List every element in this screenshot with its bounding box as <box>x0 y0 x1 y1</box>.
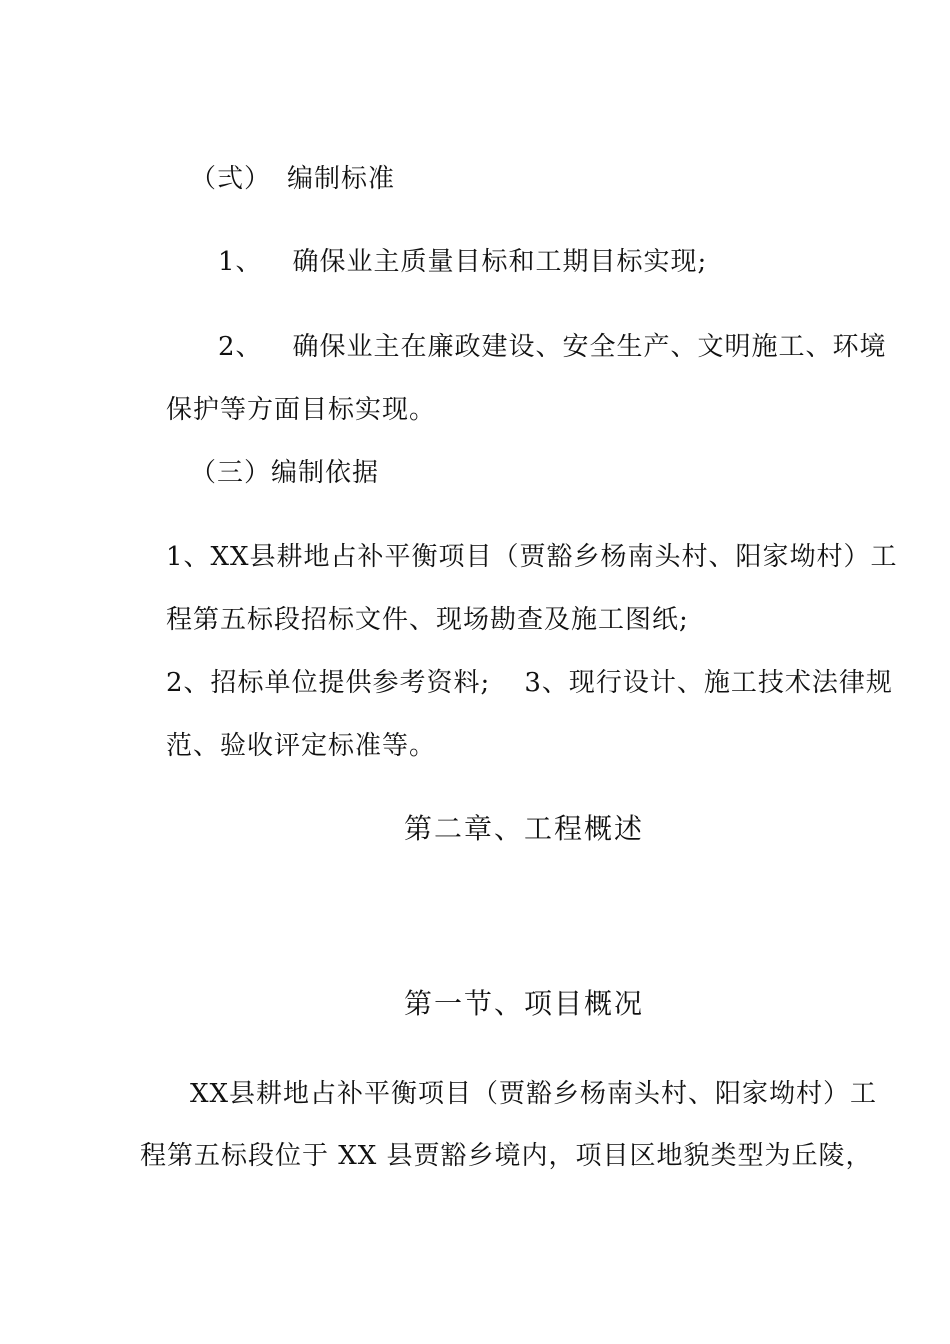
section-2-label: （弍） <box>190 164 272 194</box>
chapter-title: 第二章、工程概述 <box>404 812 645 845</box>
standard-item-2 <box>218 330 887 364</box>
section-2-title: 编制标准 <box>287 164 396 194</box>
basis-item-1-continuation: 程第五标段招标文件、现场勘查及施工图纸; <box>166 605 689 635</box>
overview-line-1: XX县耕地占补平衡项目（贾豁乡杨南头村、阳家坳村）工 <box>190 1079 878 1109</box>
section-2-heading <box>190 162 395 196</box>
basis-item-3: 3、现行设计、施工技术法律规 <box>524 668 893 698</box>
standard-item-2-number: 2、 <box>218 332 263 362</box>
overview-line-2: 程第五标段位于 XX 县贾豁乡境内，项目区地貌类型为丘陵， <box>140 1141 873 1171</box>
standard-item-2-text: 确保业主在廉政建设、安全生产、文明施工、环境 <box>292 332 887 362</box>
standard-item-1 <box>218 245 707 279</box>
basis-item-3-continuation: 范、验收评定标准等。 <box>166 731 437 761</box>
basis-item-2: 2、招标单位提供参考资料; <box>166 668 491 698</box>
standard-item-1-text: 确保业主质量目标和工期目标实现; <box>292 247 708 277</box>
basis-item-1: 1、XX县耕地占补平衡项目（贾豁乡杨南头村、阳家坳村）工 <box>166 542 898 572</box>
section-title: 第一节、项目概况 <box>404 987 645 1020</box>
standard-item-1-number: 1、 <box>218 247 263 277</box>
basis-items-2-3 <box>166 666 893 700</box>
standard-item-2-continuation: 保护等方面目标实现。 <box>166 395 437 425</box>
section-3-heading: （三）编制依据 <box>190 458 380 488</box>
